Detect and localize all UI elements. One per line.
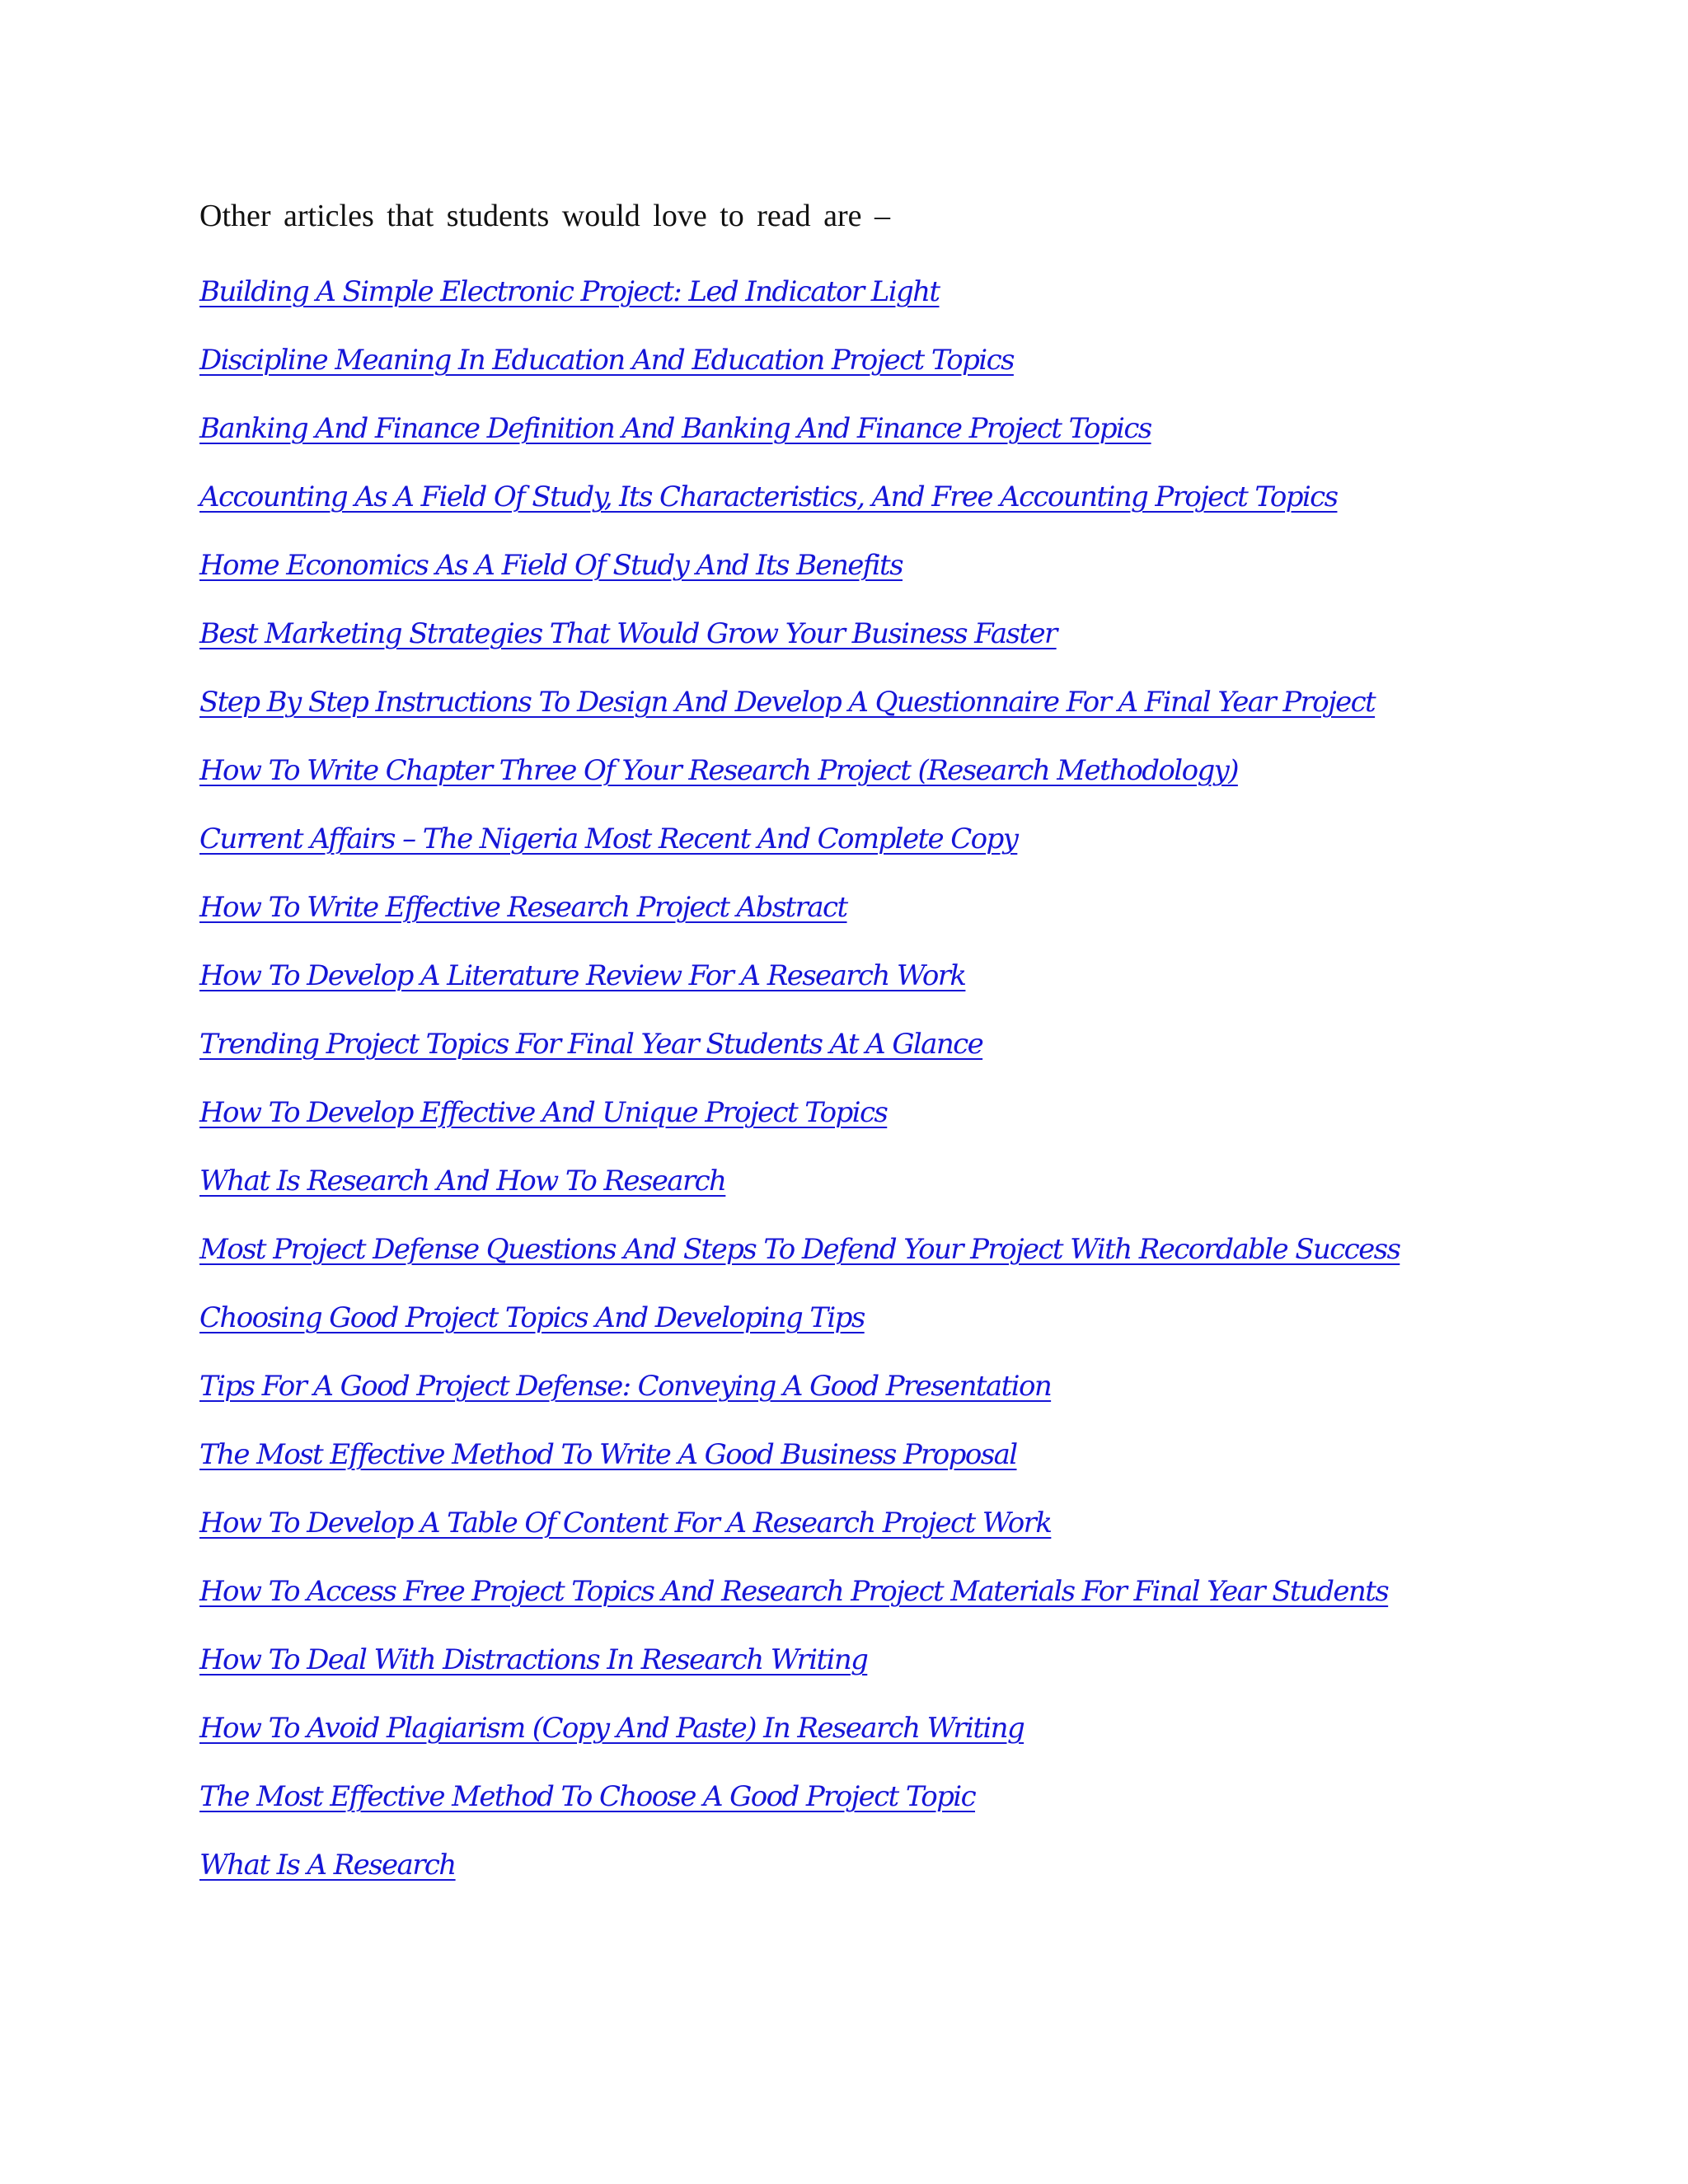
article-link[interactable]: How To Write Effective Research Project Abstract <box>199 891 847 924</box>
list-item <box>199 607 1400 676</box>
article-link[interactable]: Step By Step Instructions To Design And Develop A Questionnaire For A Final Year Project <box>199 686 1376 719</box>
article-link[interactable]: What Is Research And How To Research <box>199 1165 726 1197</box>
list-item <box>199 1428 1400 1497</box>
article-link[interactable]: How To Avoid Plagiarism (Copy And Paste) In Research Writing <box>199 1712 1025 1745</box>
article-link[interactable]: How To Access Free Project Topics And Research Project Materials For Final Year Students <box>199 1575 1389 1608</box>
article-link[interactable]: Choosing Good Project Topics And Developing Tips <box>199 1301 865 1334</box>
article-link[interactable]: Banking And Finance Definition And Banking And Finance Project Topics <box>199 412 1151 445</box>
list-item <box>199 1839 1400 1907</box>
list-item <box>199 676 1400 744</box>
article-link[interactable]: How To Develop A Table Of Content For A Research Project Work <box>199 1507 1052 1540</box>
article-link[interactable]: Best Marketing Strategies That Would Grow Your Business Faster <box>199 617 1057 650</box>
list-item <box>199 265 1400 334</box>
list-item <box>199 1633 1400 1702</box>
article-link[interactable]: Current Affairs – The Nigeria Most Recent And Complete Copy <box>199 823 1018 855</box>
article-link[interactable]: The Most Effective Method To Write A Good Business Proposal <box>199 1438 1017 1471</box>
list-item <box>199 1223 1400 1291</box>
list-item <box>199 1155 1400 1223</box>
article-link[interactable]: How To Write Chapter Three Of Your Research Project (Research Methodology) <box>199 754 1238 787</box>
list-item <box>199 1086 1400 1155</box>
article-link[interactable]: Tips For A Good Project Defense: Conveying A Good Presentation <box>199 1370 1052 1403</box>
list-item <box>199 402 1400 471</box>
list-item <box>199 1360 1400 1428</box>
list-item <box>199 1702 1400 1770</box>
list-item <box>199 471 1400 539</box>
article-link[interactable]: Building A Simple Electronic Project: Led Indicator Light <box>199 275 940 308</box>
list-item <box>199 813 1400 881</box>
article-link[interactable]: Most Project Defense Questions And Steps To Defend Your Project With Recordable Success <box>199 1233 1400 1266</box>
list-item <box>199 744 1400 813</box>
list-item <box>199 949 1400 1018</box>
article-link[interactable]: Trending Project Topics For Final Year Students At A Glance <box>199 1028 983 1061</box>
article-link[interactable]: How To Develop A Literature Review For A Research Work <box>199 959 966 992</box>
list-item <box>199 1497 1400 1565</box>
article-link-list <box>199 265 1400 1907</box>
article-link[interactable]: What Is A Research <box>199 1849 456 1882</box>
article-link[interactable]: How To Deal With Distractions In Research Writing <box>199 1643 868 1676</box>
list-item <box>199 1565 1400 1633</box>
article-link[interactable]: The Most Effective Method To Choose A Good Project Topic <box>199 1780 976 1813</box>
article-link[interactable]: Home Economics As A Field Of Study And Its Benefits <box>199 549 903 582</box>
article-link[interactable]: Discipline Meaning In Education And Education Project Topics <box>199 344 1014 377</box>
article-link[interactable]: Accounting As A Field Of Study, Its Characteristics, And Free Accounting Project Topics <box>199 480 1338 513</box>
list-item <box>199 334 1400 402</box>
list-item <box>199 881 1400 949</box>
list-item <box>199 1770 1400 1839</box>
article-link[interactable]: How To Develop Effective And Unique Project Topics <box>199 1096 888 1129</box>
list-item <box>199 1018 1400 1086</box>
intro-text: Other articles that students would love to read are – <box>199 199 891 233</box>
list-item <box>199 1291 1400 1360</box>
list-item <box>199 539 1400 607</box>
